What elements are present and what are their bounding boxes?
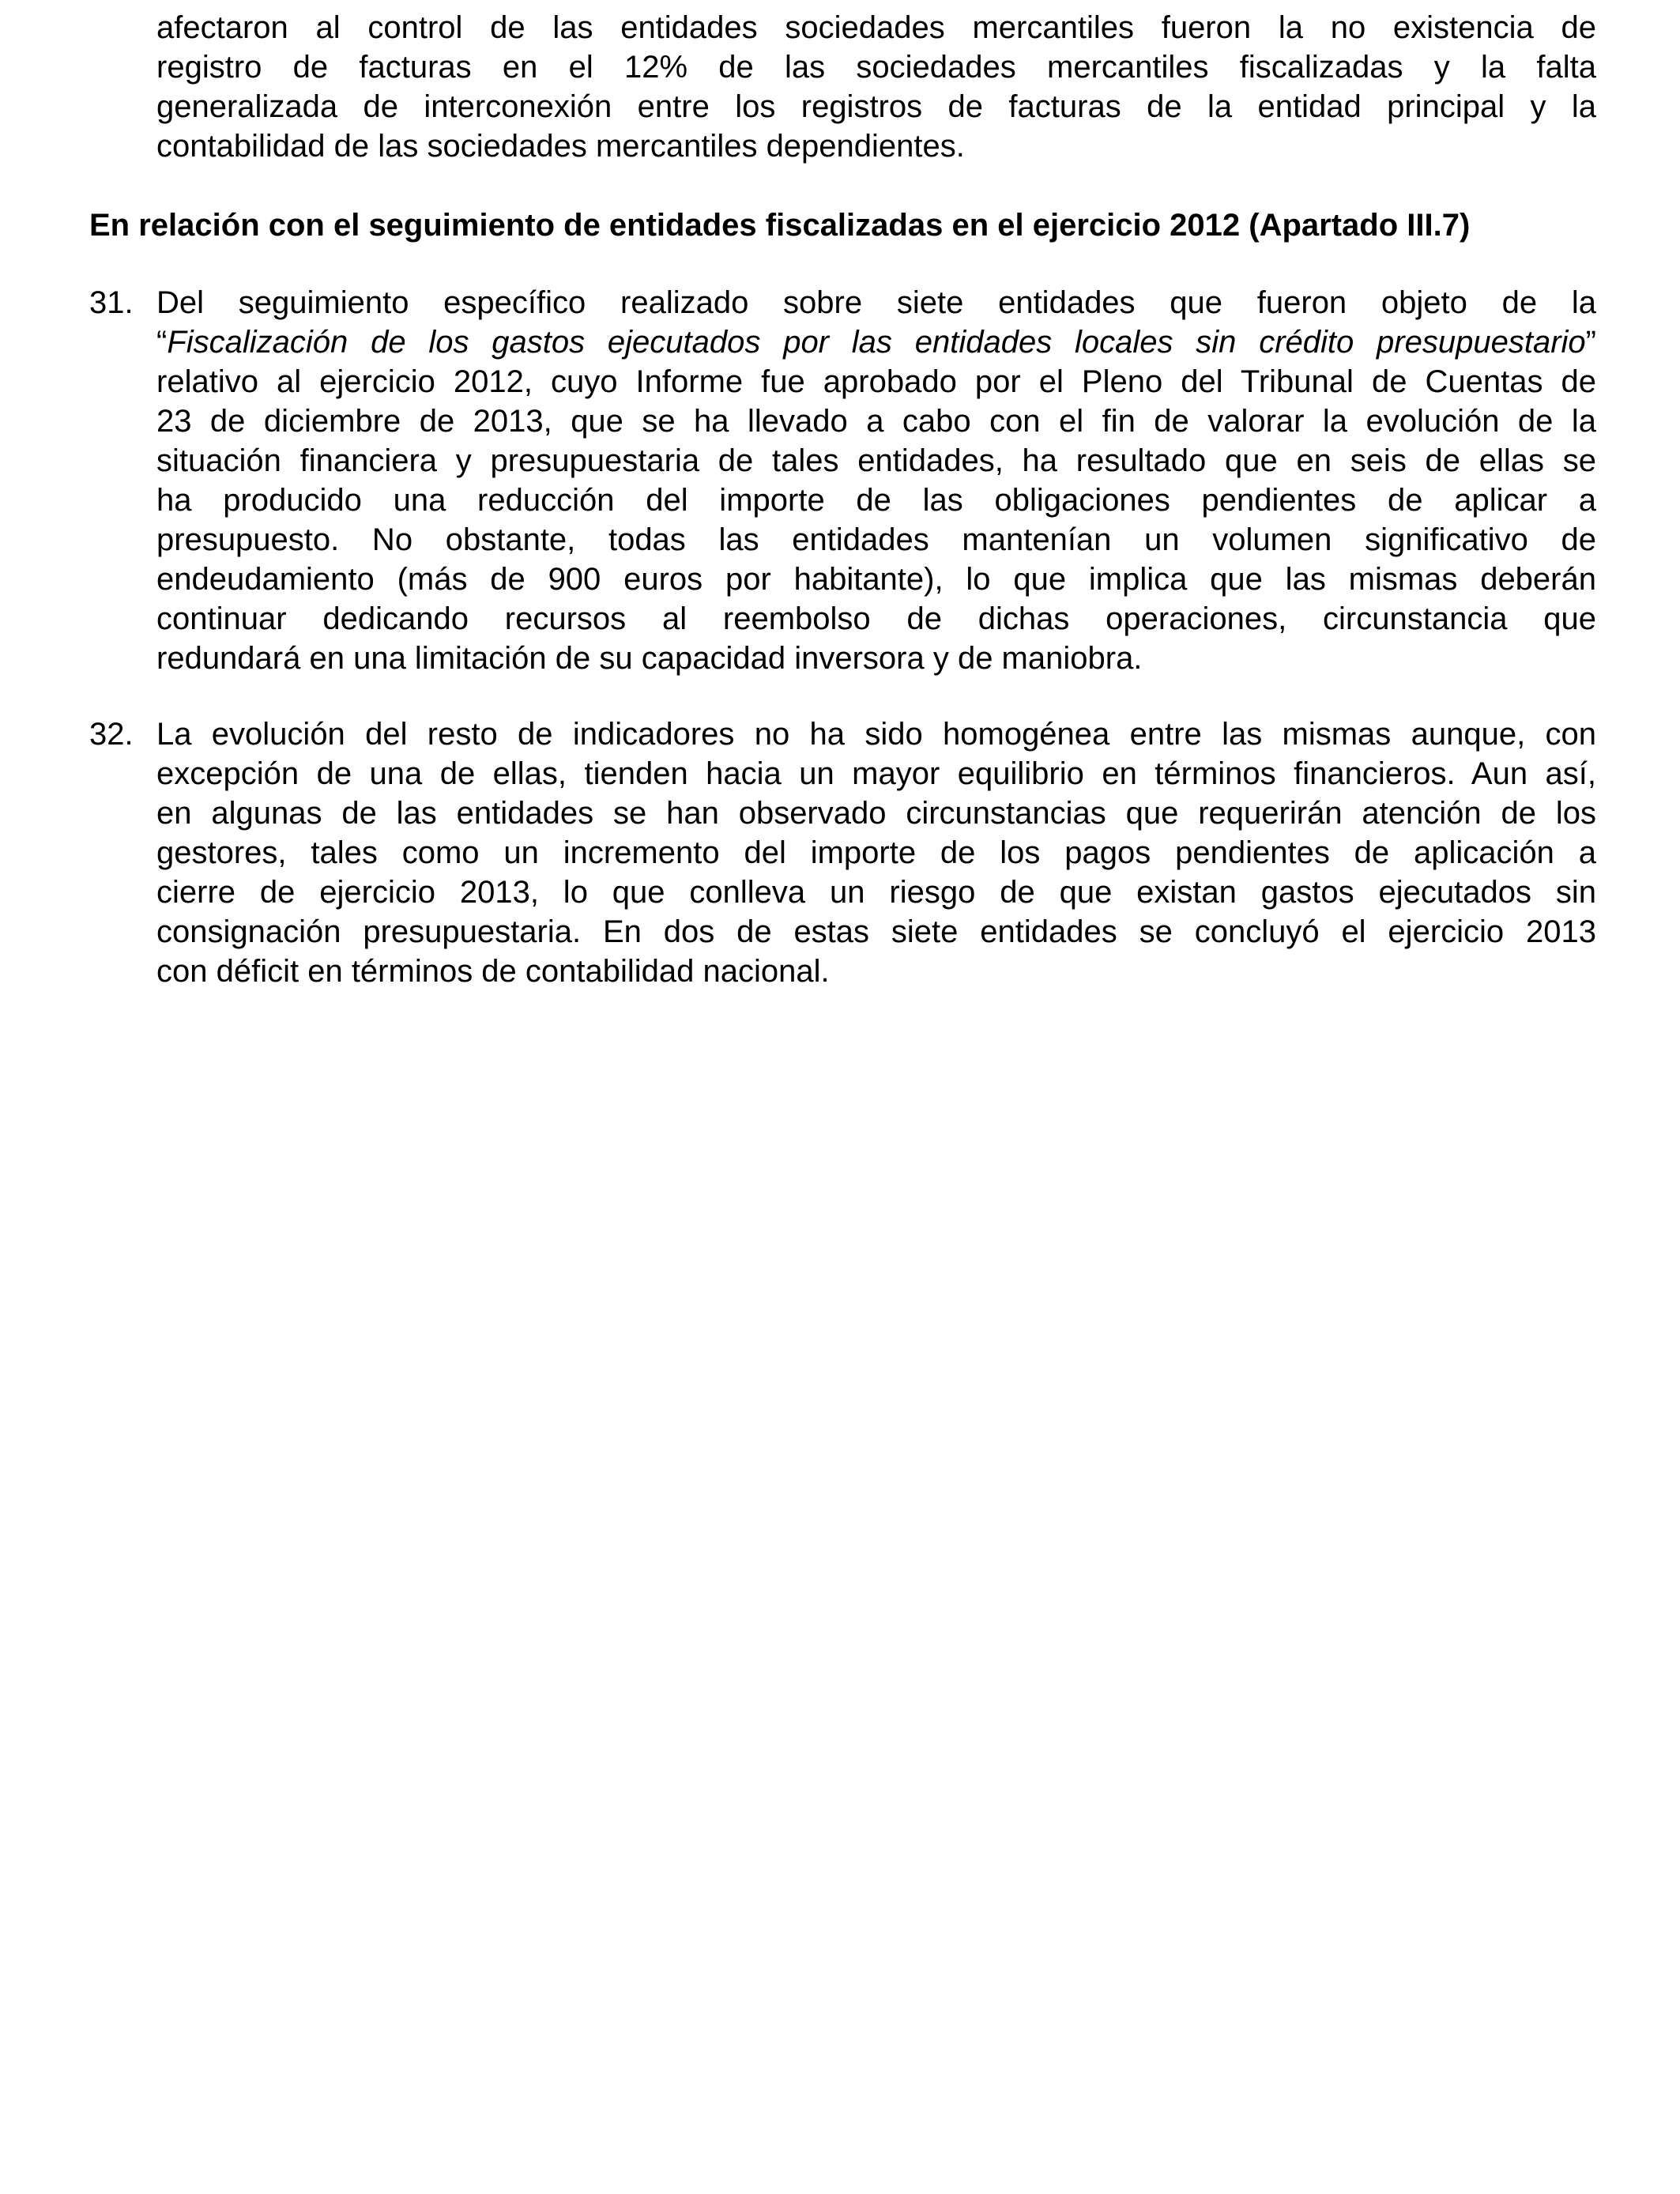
item-31-line: Del seguimiento específico realizado sobre siete entidades que fueron objeto de la bbox=[156, 285, 1596, 320]
item-32-line: excepción de una de ellas, tienden hacia un mayor equilibrio en términos financieros. Aun así, bbox=[156, 756, 1596, 791]
item-32-line: en algunas de las entidades se han observado circunstancias que requerirán atención de los bbox=[156, 796, 1596, 831]
item-31-line: presupuesto. No obstante, todas las entidades mantenían un volumen significativo de bbox=[156, 522, 1596, 557]
report-title: Fiscalización de los gastos ejecutados por las entidades locales sin crédito presupuestario bbox=[167, 325, 1586, 360]
item-31-line: relativo al ejercicio 2012, cuyo Informe fue aprobado por el Pleno del Tribunal de Cuentas de bbox=[156, 364, 1596, 399]
intro-line: contabilidad de las sociedades mercantiles dependientes. bbox=[156, 129, 965, 164]
open-quote: “ bbox=[156, 325, 168, 360]
intro-line: afectaron al control de las entidades sociedades mercantiles fueron la no existencia de bbox=[156, 10, 1596, 45]
item-31-line: redundará en una limitación de su capacidad inversora y de maniobra. bbox=[156, 641, 1143, 676]
close-quote: ” bbox=[1585, 325, 1596, 360]
item-32-line: cierre de ejercicio 2013, lo que conlleva un riesgo de que existan gastos ejecutados sin bbox=[156, 875, 1596, 910]
section-heading: En relación con el seguimiento de entidades fiscalizadas en el ejercicio 2012 (Apartado III.7) bbox=[89, 208, 1471, 243]
item-31-line: ha producido una reducción del importe de las obligaciones pendientes de aplicar a bbox=[156, 483, 1596, 518]
item-31-number: 31. bbox=[89, 285, 134, 320]
item-31-line: endeudamiento (más de 900 euros por habitante), lo que implica que las mismas deberán bbox=[156, 562, 1596, 597]
item-32-paragraph bbox=[156, 714, 1596, 991]
item-32-line: con déficit en términos de contabilidad nacional. bbox=[156, 954, 830, 989]
intro-line: registro de facturas en el 12% de las sociedades mercantiles fiscalizadas y la falta bbox=[156, 50, 1596, 85]
item-31-line: continuar dedicando recursos al reembolso de dichas operaciones, circunstancia que bbox=[156, 601, 1596, 636]
item-31-paragraph bbox=[156, 283, 1596, 678]
item-31-line: situación financiera y presupuestaria de tales entidades, ha resultado que en seis de ellas se bbox=[156, 443, 1596, 478]
item-32-number: 32. bbox=[89, 717, 134, 752]
intro-line: generalizada de interconexión entre los registros de facturas de la entidad principal y la bbox=[156, 89, 1596, 124]
item-31-line-quoted bbox=[156, 322, 1596, 362]
intro-paragraph bbox=[156, 8, 1596, 166]
item-31-line: 23 de diciembre de 2013, que se ha llevado a cabo con el fin de valorar la evolución de la bbox=[156, 404, 1596, 439]
item-32-line: La evolución del resto de indicadores no ha sido homogénea entre las mismas aunque, con bbox=[156, 717, 1596, 752]
item-32-line: consignación presupuestaria. En dos de estas siete entidades se concluyó el ejercicio 2013 bbox=[156, 914, 1596, 949]
item-32-line: gestores, tales como un incremento del importe de los pagos pendientes de aplicación a bbox=[156, 835, 1596, 870]
